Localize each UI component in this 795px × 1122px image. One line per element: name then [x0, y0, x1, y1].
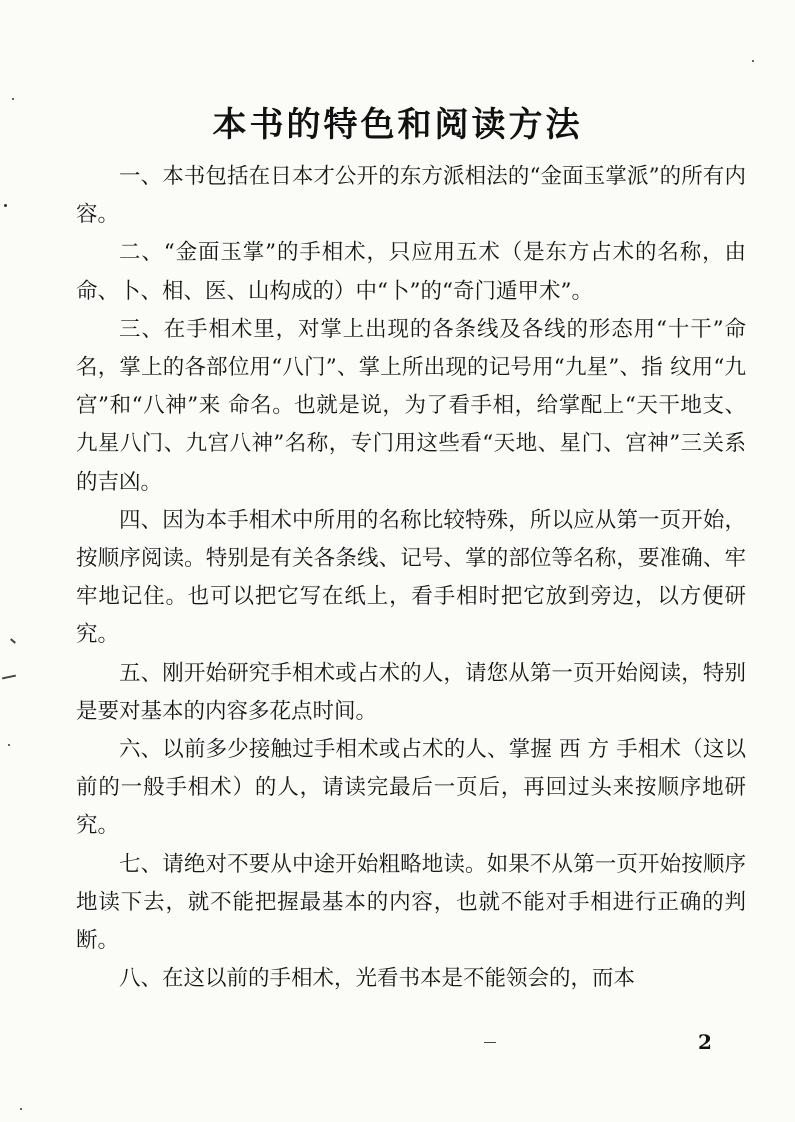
scan-mark — [484, 1042, 496, 1043]
paragraph-7: 七、请绝对不要从中途开始粗略地读。如果不从第一页开始按顺序地读下去，就不能把握最基本的内容，也就不能对手相进行正确的判断。 — [76, 851, 746, 954]
scan-mark — [10, 638, 16, 643]
paragraph-5: 五、刚开始研究手相术或占术的人，请您从第一页开始阅读，特别是要对基本的内容多花点时间。 — [76, 660, 746, 724]
scan-speck — [20, 1108, 22, 1110]
paragraph-3: 三、在手相术里，对掌上出现的各条线及各线的形态用“十干”命名，掌上的各部位用“八门”、掌上所出现的记号用“九星”、指 纹用“九宫”和“八神”来 命名。也就是说，为了看手相，给掌配上“天干地支、九星八门、九宫八神”名称，专门用这些看“天地、星门、宫神”三关系的吉凶。 — [76, 316, 746, 495]
scan-mark — [2, 675, 16, 680]
scan-speck — [752, 60, 754, 62]
paragraph-2: 二、“金面玉掌”的手相术，只应用五术（是东方占术的名称，由命、卜、相、医、山构成的）中“卜”的“奇门遁甲术”。 — [76, 240, 746, 304]
body-text — [76, 158, 746, 998]
scan-speck — [4, 204, 7, 207]
page-number: 2 — [698, 1030, 712, 1054]
page-title: 本书的特色和阅读方法 — [212, 105, 583, 145]
paragraph-8: 八、在这以前的手相术，光看书本是不能领会的，而本 — [119, 966, 636, 992]
scan-speck — [8, 744, 10, 746]
paragraph-1: 一、本书包括在日本才公开的东方派相法的“金面玉掌派”的所有内容。 — [76, 164, 746, 228]
scan-speck — [12, 98, 14, 100]
paragraph-4: 四、因为本手相术中所用的名称比较特殊，所以应从第一页开始，按顺序阅读。特别是有关各条线、记号、掌的部位等名称，要准确、牢牢地记住。也可以把它写在纸上，看手相时把它放到旁边，以方便研究。 — [76, 507, 746, 648]
paragraph-6: 六、以前多少接触过手相术或占术的人、掌握 西 方 手相术（这以前的一般手相术）的人，请读完最后一页后，再回过头来按顺序地研究。 — [76, 737, 746, 839]
